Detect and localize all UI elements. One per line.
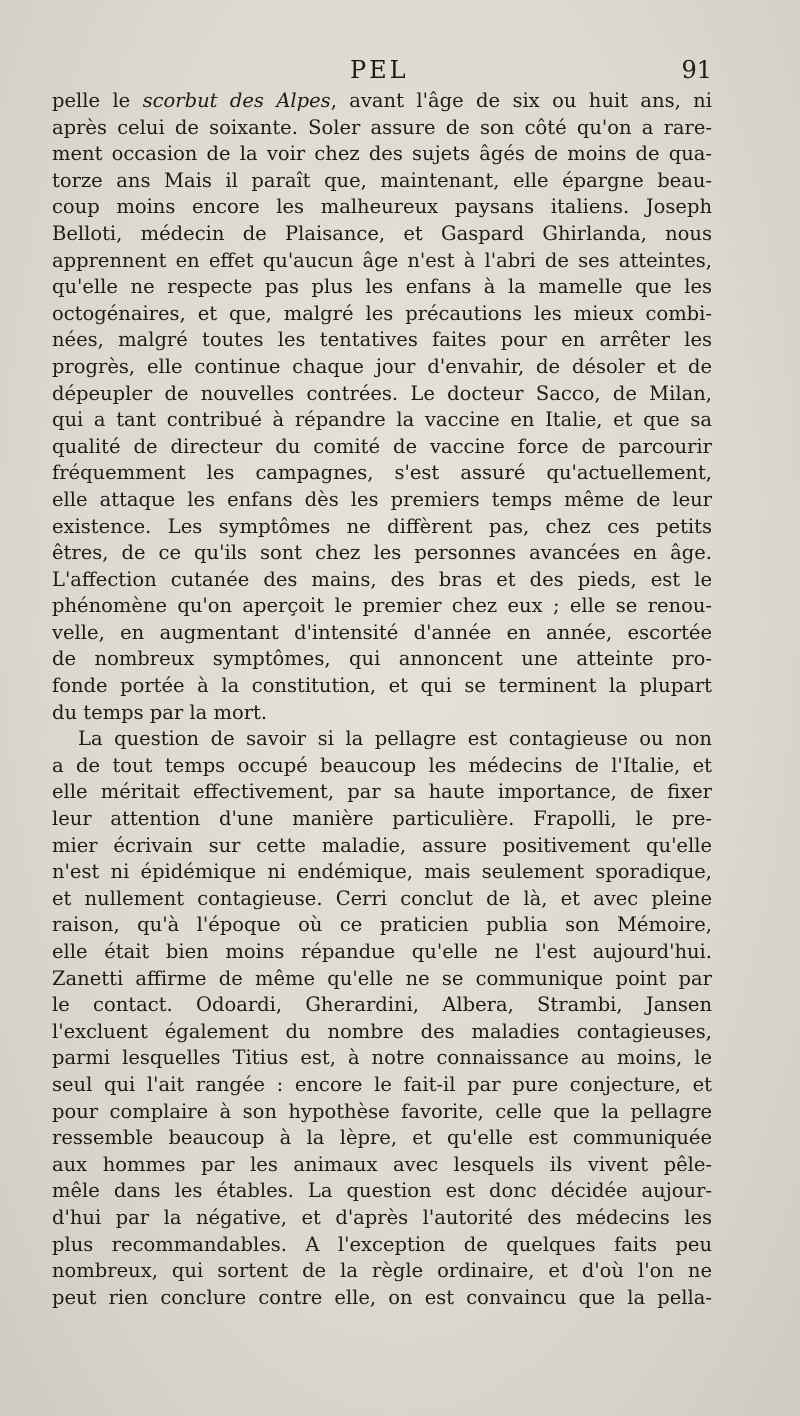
text-line: mier écrivain sur cette maladie, assure positivement qu'elle	[52, 833, 712, 857]
text-line: phénomène qu'on aperçoit le premier chez eux ; elle se renou-	[52, 594, 712, 618]
text-line: ressemble beaucoup à la lèpre, et qu'elle est communiquée	[52, 1126, 712, 1150]
text-line: octogénaires, et que, malgré les précautions les mieux combi-	[52, 301, 712, 325]
text-line: La question de savoir si la pellagre est contagieuse ou non	[78, 727, 712, 751]
running-head	[50, 56, 710, 90]
text-line: fréquemment les campagnes, s'est assuré qu'actuellement,	[52, 461, 712, 485]
italic-term: scorbut des Alpes	[142, 89, 331, 112]
text-line: qualité de directeur du comité de vaccine force de parcourir	[52, 434, 712, 458]
text-line: elle méritait effectivement, par sa haute importance, de fixer	[52, 780, 712, 804]
text-line: ment occasion de la voir chez des sujets âgés de moins de qua-	[52, 142, 712, 166]
text-line: Zanetti affirme de même qu'elle ne se communique point par	[52, 966, 712, 990]
text-line: d'hui par la négative, et d'après l'autorité des médecins les	[52, 1205, 712, 1229]
text-line: pour complaire à son hypothèse favorite, celle que la pellagre	[52, 1099, 712, 1123]
text-line: L'affection cutanée des mains, des bras et des pieds, est le	[52, 567, 712, 591]
text-fragment: , avant l'âge de six ou huit ans, ni	[330, 89, 712, 112]
page-number: 91	[681, 56, 712, 84]
text-line: êtres, de ce qu'ils sont chez les personnes avancées en âge.	[52, 541, 712, 565]
text-line: raison, qu'à l'époque où ce praticien publia son Mémoire,	[52, 913, 712, 937]
text-line: progrès, elle continue chaque jour d'envahir, de désoler et de	[52, 354, 712, 378]
text-line: qui a tant contribué à répandre la vaccine en Italie, et que sa	[52, 408, 712, 432]
text-line: n'est ni épidémique ni endémique, mais seulement sporadique,	[52, 860, 712, 884]
text-line: elle attaque les enfans dès les premiers temps même de leur	[52, 487, 712, 511]
text-line: parmi lesquelles Titius est, à notre connaissance au moins, le	[52, 1046, 712, 1070]
text-line: après celui de soixante. Soler assure de son côté qu'on a rare-	[52, 115, 712, 139]
text-line: torze ans Mais il paraît que, maintenant, elle épargne beau-	[52, 168, 712, 192]
text-line: plus recommandables. A l'exception de quelques faits peu	[52, 1232, 712, 1256]
text-line: apprennent en effet qu'aucun âge n'est à l'abri de ses atteintes,	[52, 248, 712, 272]
text-line: nées, malgré toutes les tentatives faites pour en arrêter les	[52, 328, 712, 352]
text-line: a de tout temps occupé beaucoup les médecins de l'Italie, et	[52, 753, 712, 777]
text-line: velle, en augmentant d'intensité d'année en année, escortée	[52, 620, 712, 644]
text-line: aux hommes par les animaux avec lesquels ils vivent pêle-	[52, 1152, 712, 1176]
text-line: coup moins encore les malheureux paysans italiens. Joseph	[52, 195, 712, 219]
text-line: nombreux, qui sortent de la règle ordinaire, et d'où l'on ne	[52, 1259, 712, 1283]
running-head-title: PEL	[350, 56, 409, 84]
text-line: qu'elle ne respecte pas plus les enfans à la mamelle que les	[52, 275, 712, 299]
text-line: le contact. Odoardi, Gherardini, Albera, Strambi, Jansen	[52, 993, 712, 1017]
text-line: seul qui l'ait rangée : encore le fait-il par pure conjecture, et	[52, 1072, 712, 1096]
text-line: et nullement contagieuse. Cerri conclut de là, et avec pleine	[52, 886, 712, 910]
text-line	[52, 88, 712, 115]
text-line: Belloti, médecin de Plaisance, et Gaspard Ghirlanda, nous	[52, 221, 712, 245]
text-line: elle était bien moins répandue qu'elle ne l'est aujourd'hui.	[52, 940, 712, 963]
text-line: leur attention d'une manière particulière. Frapolli, le pre-	[52, 807, 712, 831]
text-line: existence. Les symptômes ne diffèrent pas, chez ces petits	[52, 514, 712, 538]
text-line: l'excluent également du nombre des maladies contagieuses,	[52, 1019, 712, 1043]
text-line: peut rien conclure contre elle, on est convaincu que la pella-	[52, 1285, 712, 1309]
text-line: de nombreux symptômes, qui annoncent une atteinte pro-	[52, 647, 712, 671]
body-text	[52, 88, 712, 1311]
text-line: dépeupler de nouvelles contrées. Le docteur Sacco, de Milan,	[52, 381, 712, 405]
text-fragment: pelle le	[52, 89, 143, 112]
text-line: mêle dans les étables. La question est donc décidée aujour-	[52, 1179, 712, 1203]
text-line: fonde portée à la constitution, et qui se terminent la plupart	[52, 674, 712, 698]
text-line: du temps par la mort.	[52, 700, 268, 724]
